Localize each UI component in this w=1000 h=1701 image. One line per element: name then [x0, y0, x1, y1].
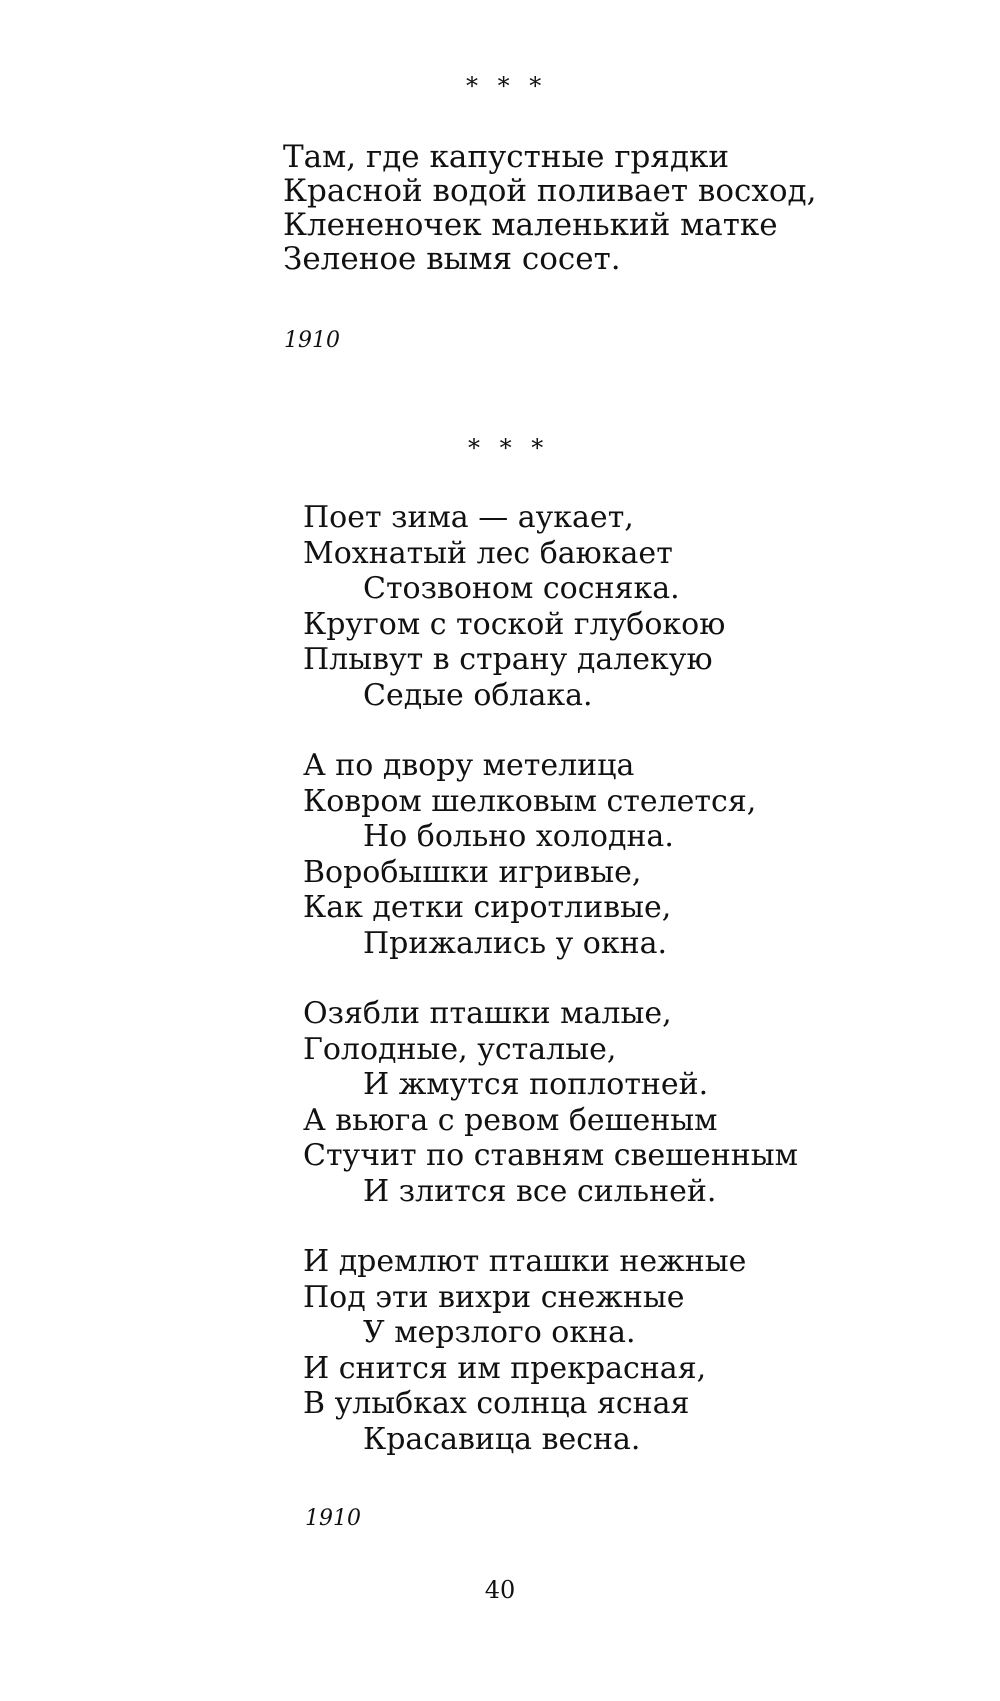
poem-line: Озябли пташки малые,: [303, 996, 672, 1031]
poem-line: Голодные, усталые,: [303, 1031, 617, 1067]
poem-line: Как детки сиротливые,: [303, 890, 672, 925]
poem-line: Поет зима — аукает,: [303, 500, 634, 535]
poem-line: А по двору метелица: [303, 748, 635, 783]
poem-line: Воробышки игривые,: [303, 854, 642, 890]
poem-line: И жмутся поплотней.: [363, 1067, 709, 1102]
page-number: 40: [484, 1576, 516, 1604]
poem-line: Стучит по ставням свешенным: [303, 1138, 799, 1173]
poem-line: Седые облака.: [363, 677, 593, 713]
poem-1-asterism: * * *: [466, 72, 548, 100]
poem-line: Под эти вихри снежные: [303, 1279, 685, 1315]
poem-line: Клененочек маленький матке: [283, 207, 778, 243]
poem-line: Мохнатый лес баюкает: [303, 535, 673, 571]
poem-2-asterism: * * *: [468, 434, 550, 462]
poem-2-date: 1910: [305, 1506, 361, 1531]
poem-line: Красной водой поливает восход,: [283, 173, 817, 209]
poem-1: [283, 140, 816, 276]
poem-line: И снится им прекрасная,: [303, 1350, 707, 1386]
poem-1-date: 1910: [284, 328, 340, 353]
poem-line: Красавица весна.: [363, 1421, 641, 1457]
stanza-4: [303, 1244, 798, 1457]
poem-line: И дремлют пташки нежные: [303, 1244, 747, 1279]
poem-line: Кругом с тоской глубокою: [303, 606, 726, 642]
poem-line: А вьюга с ревом бешеным: [303, 1102, 718, 1138]
poem-line: Там, где капустные грядки: [283, 139, 730, 175]
poem-line: И злится все сильней.: [363, 1173, 717, 1209]
poem-line: Стозвоном сосняка.: [363, 571, 680, 606]
poem-line: Зеленое вымя сосет.: [283, 241, 621, 277]
poem-line: Но больно холодна.: [363, 819, 674, 854]
poem-line: У мерзлого окна.: [363, 1315, 636, 1350]
stanza-3: [303, 996, 798, 1209]
poem-line: Ковром шелковым стелется,: [303, 783, 757, 819]
stanza-1: [303, 500, 798, 713]
poem-line: Прижались у окна.: [363, 925, 667, 961]
poem-2: [303, 500, 798, 1457]
poem-line: Плывут в страну далекую: [303, 642, 713, 677]
stanza-2: [303, 748, 798, 961]
poem-line: В улыбках солнца ясная: [303, 1386, 690, 1421]
